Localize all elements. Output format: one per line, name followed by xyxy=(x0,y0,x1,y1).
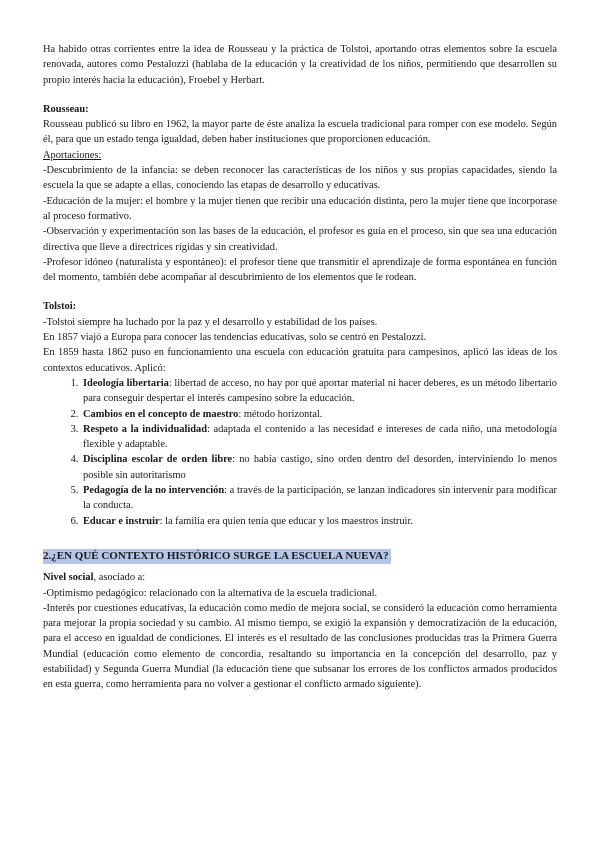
list-item xyxy=(81,422,557,453)
aportaciones-label: Aportaciones: xyxy=(43,149,102,161)
list-item xyxy=(81,514,557,529)
list-item xyxy=(81,407,557,422)
list-item-term: Cambios en el concepto de maestro xyxy=(83,408,239,420)
tolstoi-line: -Tolstoi siempre ha luchado por la paz y el desarrollo y estabilidad de los países. xyxy=(43,316,378,328)
list-item-text: : método horizontal. xyxy=(238,408,323,420)
tolstoi-line: En 1857 viajó a Europa para conocer las tendencias educativas, solo se centró en Pestalozzi. xyxy=(43,332,427,344)
intro-paragraph: Ha habido otras corrientes entre la idea de Rousseau y la práctica de Tolstoi, aportando otras elementos sobre la escuela renovada, autores como Pestalozzi (hablaba de la educación y la creatividad de los niños, permitiendo que desarrollen su propio interés hacia la educación), Froebel y Herbart. xyxy=(43,44,557,86)
list-item xyxy=(81,483,557,514)
tolstoi-line: En 1859 hasta 1862 puso en funcionamiento una escuela con educación gratuita para campesinos, aplicó las ideas de los contextos educativos. Aplicó: xyxy=(43,347,557,374)
list-item-term: Ideología libertaria xyxy=(83,377,169,389)
list-item-text: : la familia era quien tenía que educar y los maestros instruir. xyxy=(159,515,413,527)
aportacion-item: -Profesor idóneo (naturalista y espontáneo): el profesor tiene que transmitir el aprendizaje de forma espontánea en función del momento, también debe acompañar al descubrimiento de los elementos que le rodean. xyxy=(43,256,557,284)
list-item-term: Educar e instruir xyxy=(83,515,160,527)
list-item-text: : a través de la participación, se lanzan indicadores sin intervenir para modificar la conducta. xyxy=(83,485,557,512)
list-item-term: Respeto a la individualidad xyxy=(83,423,207,435)
context-item: -Interés por cuestiones educativas, la educación como medio de mejora social, se consideró la educación como herramienta para mejorar la propia sociedad y su cambio. Al mismo tiempo, se exigió la expansión y democratización de la educación, para el acceso en igualdad de condiciones. El interés es el resultado de las conclusiones producidas tras la Primera Guerra Mundial (educación como elemento de concordia, resaltando su importancia en la concepción del desarrollo, paz y estabilidad) y Segunda Guerra Mundial (la educación tiene que subsanar los errores de los conflictos armados producidos en esta guerra, como herramienta para no volver a gestionar el conflicto armado siguiente). xyxy=(43,602,557,691)
aportacion-item: -Observación y experimentación son las bases de la educación, el profesor es guía en el proceso, sin que sea una educación directiva que lleve a directrices rígidas y sin creatividad. xyxy=(43,226,557,253)
section-heading: 2.¿EN QUÉ CONTEXTO HISTÓRICO SURGE LA ESCUELA NUEVA? xyxy=(43,549,389,562)
list-item-text: : libertad de acceso, no hay por qué aportar material ni hacer deberes, es un método libertario para conseguir despertar el interés campesino sobre la educación. xyxy=(83,377,557,405)
list-item xyxy=(81,376,557,407)
aportacion-item: -Descubrimiento de la infancia: se deben reconocer las características de los niños y sus propias capacidades, siendo la escuela la que se adapte a ellas, conociendo las etapas de desarrollo y educativas. xyxy=(43,165,557,192)
tolstoi-heading: Tolstoi: xyxy=(43,301,77,313)
list-item-term: Pedagogía de la no intervención xyxy=(83,485,225,497)
list-item xyxy=(81,452,557,483)
nivel-line xyxy=(43,570,557,585)
nivel-label: Nivel social xyxy=(43,572,94,584)
context-item: -Optimismo pedagógico: relacionado con la alternativa de la escuela tradicional. xyxy=(43,587,378,599)
rousseau-body: Rousseau publicó su libro en 1962, la mayor parte de éste analiza la escuela tradicional para romper con ese modelo. Según él, para que un estado tenga igualdad, deben haber instituciones que proporcionen educación. xyxy=(43,119,557,146)
tolstoi-list xyxy=(43,376,557,529)
rousseau-heading: Rousseau: xyxy=(43,103,89,115)
list-item-text: : no había castigo, sino orden dentro del desorden, interviniendo lo menos posible sin autoritarismo xyxy=(83,454,557,481)
aportacion-item: -Educación de la mujer: el hombre y la mujer tienen que recibir una educación distinta, pero la mujer tiene que incorporase al proceso formativo. xyxy=(43,195,557,222)
nivel-rest: , asociado a: xyxy=(93,572,146,584)
list-item-term: Disciplina escolar de orden libre xyxy=(83,454,233,466)
list-item-text: : adaptada el contenido a las necesidad e intereses de cada niño, una metodología flexible y adaptable. xyxy=(83,423,557,451)
